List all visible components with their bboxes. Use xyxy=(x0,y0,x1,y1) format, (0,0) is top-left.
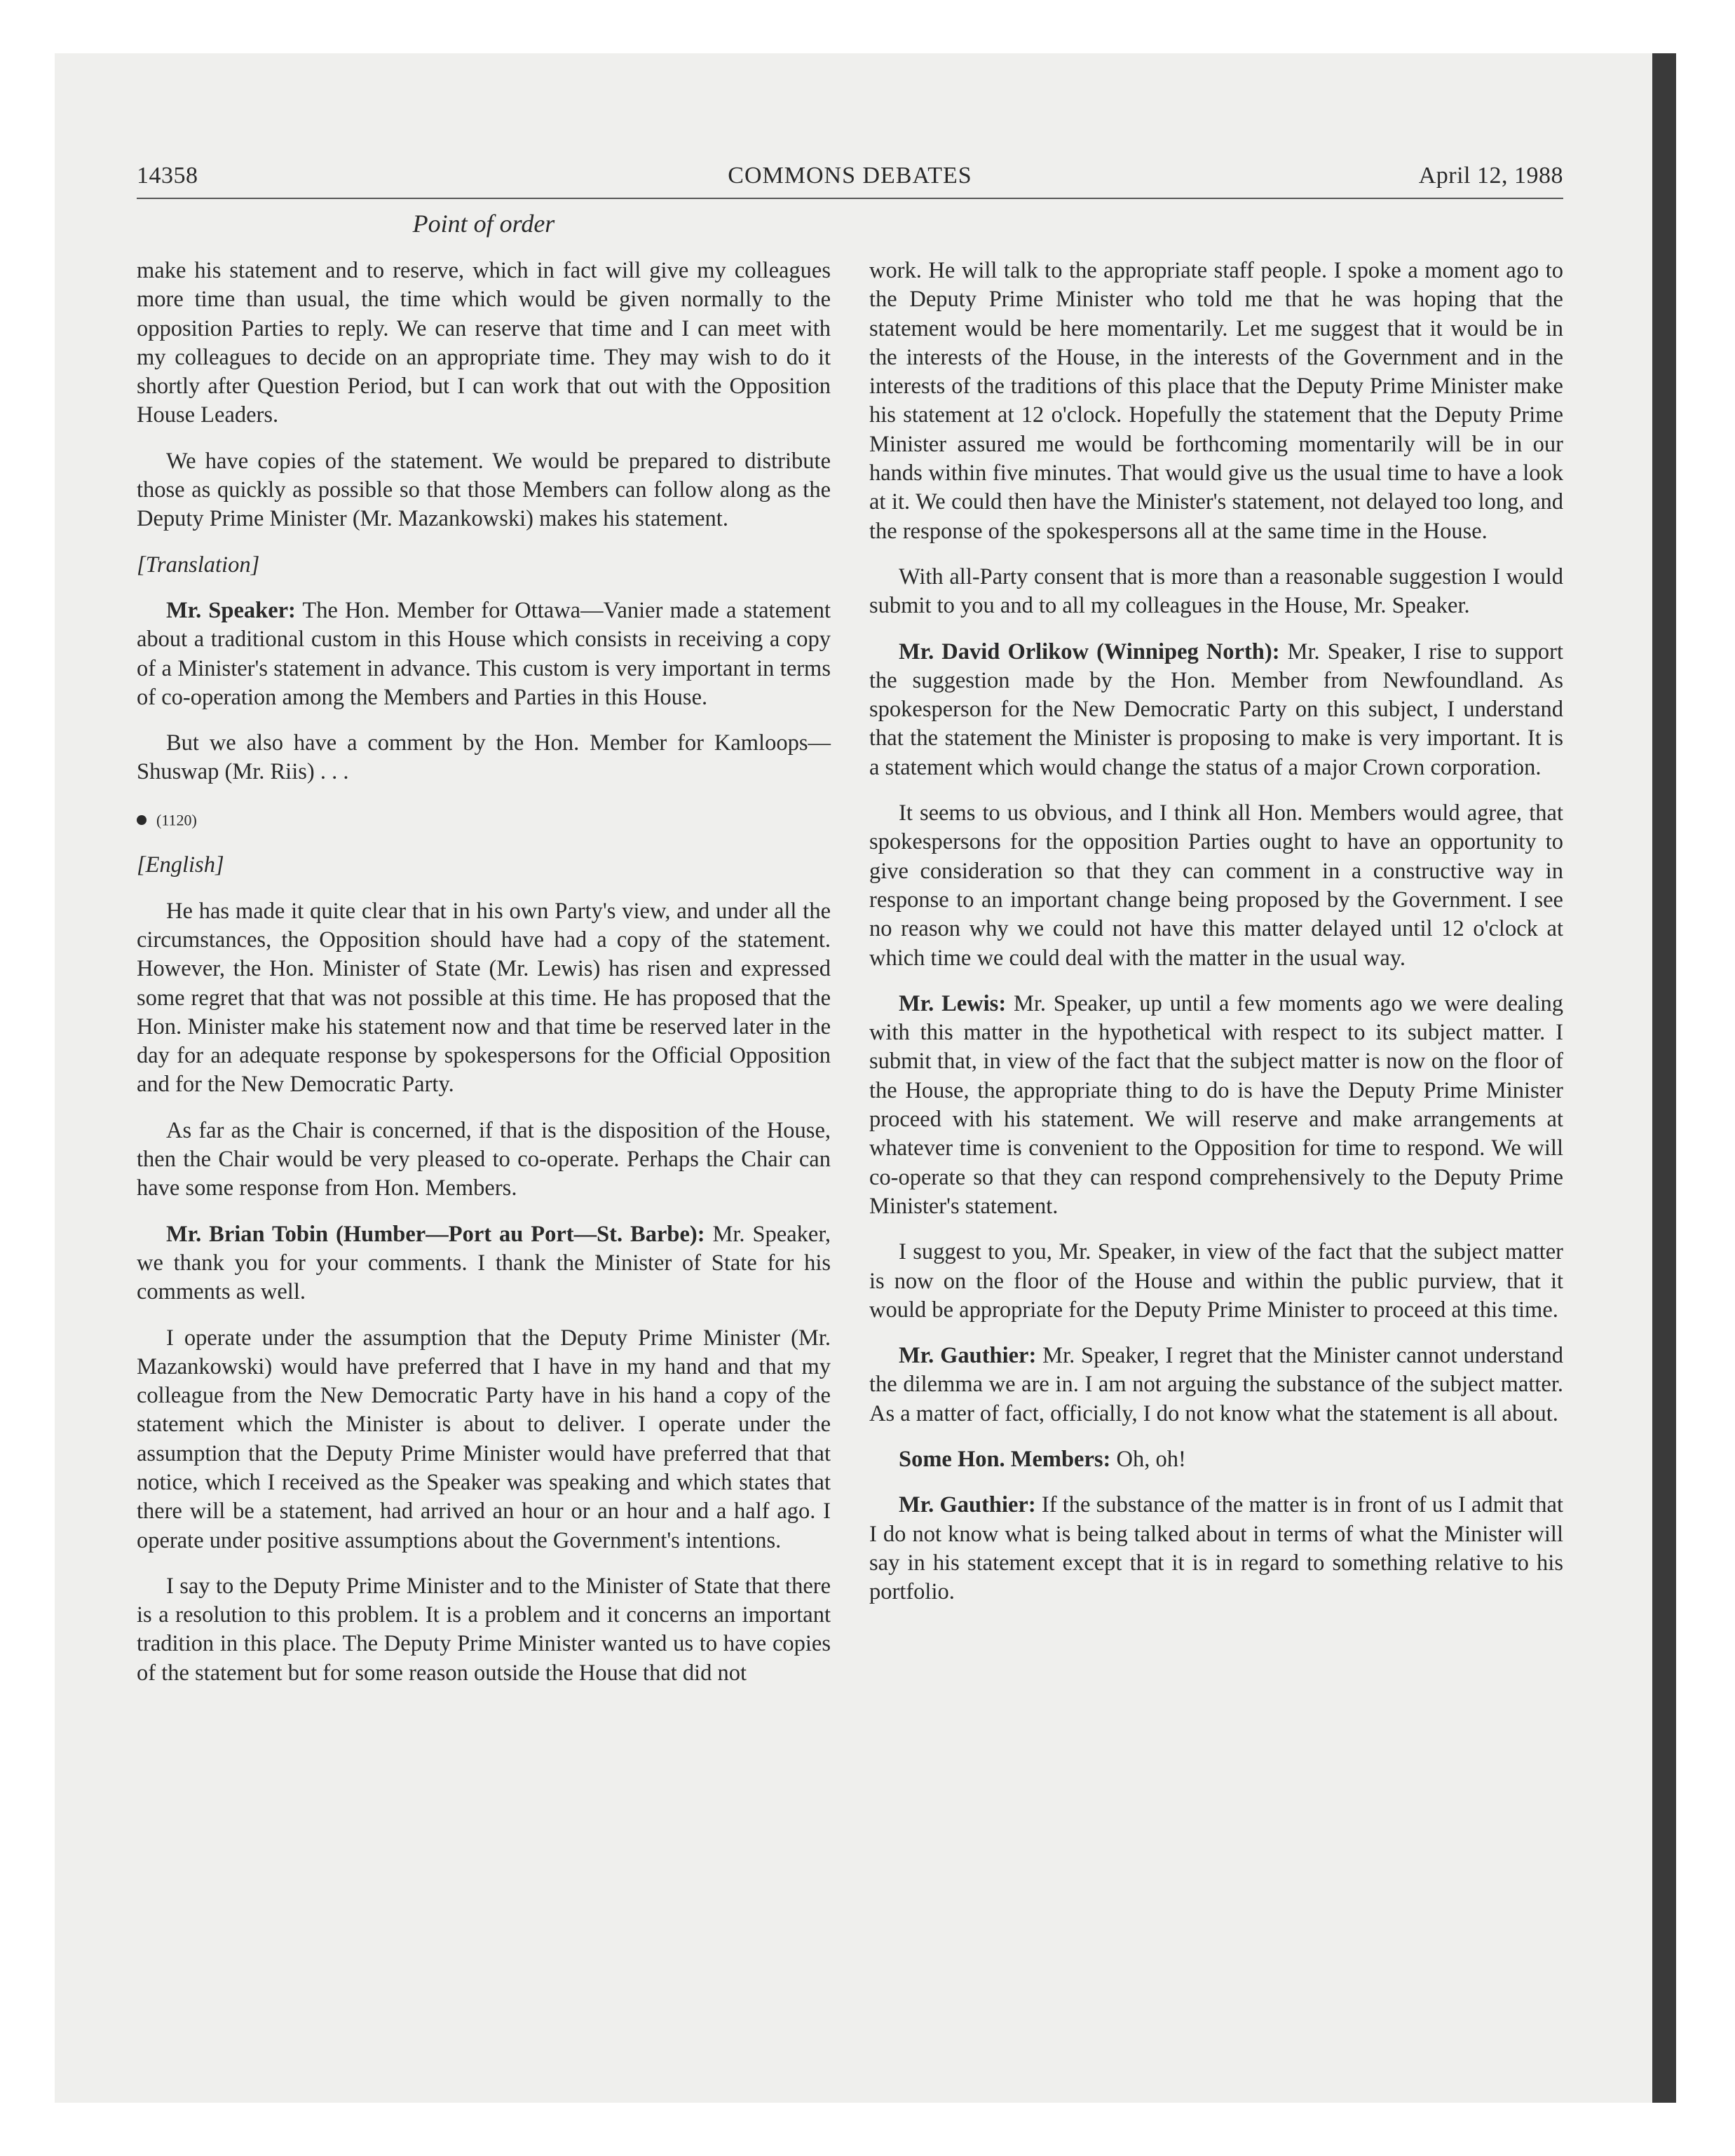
speech-text: Mr. Speaker, we thank you for your comments. I thank the Minister of State for his comments as well. xyxy=(137,1221,831,1305)
time-marker xyxy=(137,804,831,835)
section-heading: Point of order xyxy=(412,210,555,238)
english-label: [English] xyxy=(137,852,224,878)
speech-text: The Hon. Member for Ottawa—Vanier made a statement about a traditional custom in this House which consists in receiving a copy of a Minister's statement in advance. This custom is very important in terms of co-operation among the Members and Parties in this House. xyxy=(137,597,831,710)
paragraph: As far as the Chair is concerned, if that is the disposition of the House, then the Chair would be very pleased to co-operate. Perhaps the Chair can have some response from Hon. Members. xyxy=(137,1117,831,1201)
paragraph xyxy=(869,1491,1563,1606)
paragraph: I say to the Deputy Prime Minister and to the Minister of State that there is a resolution to this problem. It is a problem and it concerns an important tradition in this place. The Deputy Prime Minister wanted us to have copies of the statement but for some reason outside the House that did not xyxy=(137,1573,831,1686)
publication-title: COMMONS DEBATES xyxy=(728,163,972,189)
paragraph xyxy=(869,990,1563,1221)
speaker-name: Mr. Speaker: xyxy=(166,597,296,623)
paragraph: With all-Party consent that is more than a reasonable suggestion I would submit to you and to all my colleagues in the House, Mr. Speaker. xyxy=(869,564,1563,619)
speech-text: Mr. Speaker, I regret that the Minister cannot understand the dilemma we are in. I am not arguing the substance of the subject matter. As a matter of fact, officially, I do not know what the statement is all about. xyxy=(869,1343,1563,1426)
paragraph xyxy=(869,638,1563,782)
scan-edge-bar xyxy=(1652,53,1676,2103)
paragraph xyxy=(869,1342,1563,1428)
paragraph: But we also have a comment by the Hon. Member for Kamloops—Shuswap (Mr. Riis) . . . xyxy=(137,730,831,785)
speech-text: Mr. Speaker, up until a few moments ago we were dealing with this matter in the hypothetical with respect to its subject matter. I submit that, in view of the fact that the subject matter is now on the floor of the House, the appropriate thing to do is have the Deputy Prime Minister proceed with his statement. We will reserve and make arrangements at whatever time is convenient to the Opposition for time to respond. We will co-operate so that they can respond comprehensively to the Deputy Prime Minister's statement. xyxy=(869,990,1563,1219)
translation-label: [Translation] xyxy=(137,552,260,578)
time-marker-text: (1120) xyxy=(156,811,197,829)
paragraph: We have copies of the statement. We would be prepared to distribute those as quickly as possible so that those Members can follow along as the Deputy Prime Minister (Mr. Mazankowski) makes his statement. xyxy=(137,448,831,532)
page-header xyxy=(137,163,1563,199)
bullet-icon xyxy=(137,815,147,825)
speech-text: Oh, oh! xyxy=(1110,1446,1186,1472)
paragraph: I suggest to you, Mr. Speaker, in view of the fact that the subject matter is now on the floor of the House and within the public purview, that it would be appropriate for the Deputy Prime Minister to proceed at this time. xyxy=(869,1239,1563,1323)
paragraph xyxy=(137,596,831,712)
publication-date: April 12, 1988 xyxy=(1418,163,1563,189)
speaker-name: Mr. David Orlikow (Winnipeg North): xyxy=(899,639,1280,664)
paragraph: I operate under the assumption that the Deputy Prime Minister (Mr. Mazankowski) would have preferred that I have in my hand and that my colleague from the New Democratic Party have in his hand a copy of the statement which the Minister is about to deliver. I operate under the assumption that the Deputy Prime Minister would have preferred that that notice, which I received as the Speaker was speaking and which states that there will be a statement, had arrived an hour or an hour and a half ago. I operate under positive assumptions about the Government's intentions. xyxy=(137,1325,831,1553)
speaker-name: Mr. Lewis: xyxy=(899,990,1007,1016)
speaker-name: Mr. Gauthier: xyxy=(899,1343,1037,1369)
paragraph: He has made it quite clear that in his own Party's view, and under all the circumstances, the Opposition should have had a copy of the statement. However, the Hon. Minister of State (Mr. Lewis) has risen and expressed some regret that that was not possible at this time. He has proposed that the Hon. Minister make his statement now and that time be reserved later in the day for an adequate response by spokespersons for the Official Opposition and for the New Democratic Party. xyxy=(137,898,831,1098)
paragraph xyxy=(137,1220,831,1307)
speaker-name: Some Hon. Members: xyxy=(899,1446,1111,1472)
speech-text: If the substance of the matter is in front of us I admit that I do not know what is being talked about in terms of what the Minister will say in his statement except that it is in regard to something relative to his portfolio. xyxy=(869,1492,1563,1605)
paragraph: It seems to us obvious, and I think all Hon. Members would agree, that spokespersons for the opposition Parties ought to have an opportunity to give consideration so that they can comment in a constructive way in response to an important change being proposed by the Government. I see no reason why we could not have this matter delayed until 12 o'clock at which time we could deal with the matter in the usual way. xyxy=(869,800,1563,971)
left-column xyxy=(137,257,831,1705)
page-number: 14358 xyxy=(137,163,198,189)
right-column xyxy=(869,257,1563,1623)
speech-text: Mr. Speaker, I rise to support the suggestion made by the Hon. Member from Newfoundland. As spokesperson for the New Democratic Party on this subject, I understand that the statement the Minister is proposing to make is very important. It is a statement which would change the status of a major Crown corporation. xyxy=(869,639,1564,780)
paragraph: work. He will talk to the appropriate staff people. I spoke a moment ago to the Deputy Prime Minister who told me that he was hoping that the statement would be here momentarily. Let me suggest that it would be in the interests of the House, in the interests of the Government and in the interests of the traditions of this place that the Deputy Prime Minister make his statement at 12 o'clock. Hopefully the statement that the Deputy Prime Minister assured me would be forthcoming momentarily will be in our hands within five minutes. That would give us the usual time to have a look at it. We could then have the Minister's statement, not delayed too long, and the response of the spokespersons all at the same time in the House. xyxy=(869,258,1563,544)
speaker-name: Mr. Gauthier: xyxy=(899,1492,1036,1518)
paragraph xyxy=(869,1445,1563,1474)
paragraph: make his statement and to reserve, which in fact will give my colleagues more time than usual, the time which would be given normally to the opposition Parties to reply. We can reserve that time and I can meet with my colleagues to decide on an appropriate time. They may wish to do it shortly after Question Period, but I can work that out with the Opposition House Leaders. xyxy=(137,258,831,428)
speaker-name: Mr. Brian Tobin (Humber—Port au Port—St. Barbe): xyxy=(166,1221,705,1247)
